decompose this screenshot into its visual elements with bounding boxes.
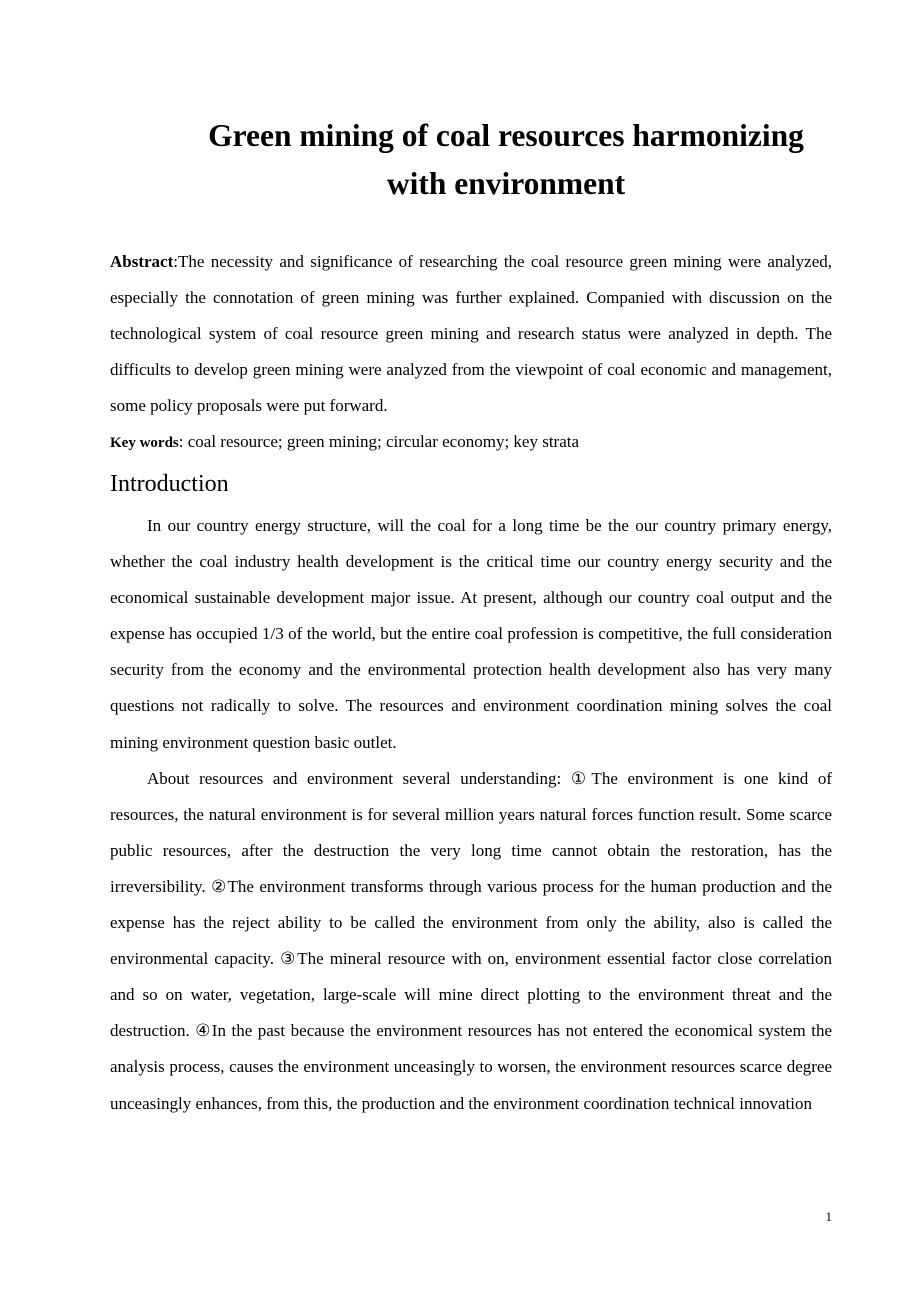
keywords-line <box>110 431 832 454</box>
keywords-label: Key words <box>110 435 179 451</box>
abstract-label: Abstract <box>110 252 174 271</box>
title-line-2: with environment <box>386 166 626 201</box>
keywords-text: : coal resource; green mining; circular economy; key strata <box>178 432 580 451</box>
section-heading-introduction: Introduction <box>110 471 229 497</box>
introduction-body <box>110 508 832 1122</box>
body-paragraph-2: About resources and environment several understanding: ①The environment is one kind of resources, the natural environment is for several million years natural forces function result. Some scarce public resources, after the destruction the very long time cannot obtain the restoration, has the irreversibility. ②The environment transforms through various process for the human production and the expense has the reject ability to be called the environment from only the ability, also is called the environmental capacity. ③The mineral resource with on, environment essential factor close correlation and so on water, vegetation, large-scale will mine direct plotting to the environment threat and the destruction. ④In the past because the environment resources has not entered the economical system the analysis process, causes the environment unceasingly to worsen, the environment resources scarce degree unceasingly enhances, from this, the production and the environment coordination technical innovation <box>110 768 832 1113</box>
page-number: 1 <box>825 1209 832 1224</box>
title-line-1: Green mining of coal resources harmonizing <box>208 118 804 153</box>
abstract-text: :The necessity and significance of researching the coal resource green mining were analyzed, especially the connotation of green mining was further explained. Companied with discussion on the technological system of coal resource green mining and research status were analyzed in depth. The difficults to develop green mining were analyzed from the viewpoint of coal economic and management, some policy proposals were put forward. <box>110 252 832 416</box>
body-paragraph-1: In our country energy structure, will the coal for a long time be the our country primary energy, whether the coal industry health development is the critical time our country energy security and the economical sustainable development major issue. At present, although our country coal output and the expense has occupied 1/3 of the world, but the entire coal profession is competitive, the full consideration security from the economy and the environmental protection health development also has very many questions not radically to solve. The resources and environment coordination mining solves the coal mining environment question basic outlet. <box>110 516 832 752</box>
abstract-paragraph <box>110 244 832 424</box>
document-title <box>110 112 832 208</box>
